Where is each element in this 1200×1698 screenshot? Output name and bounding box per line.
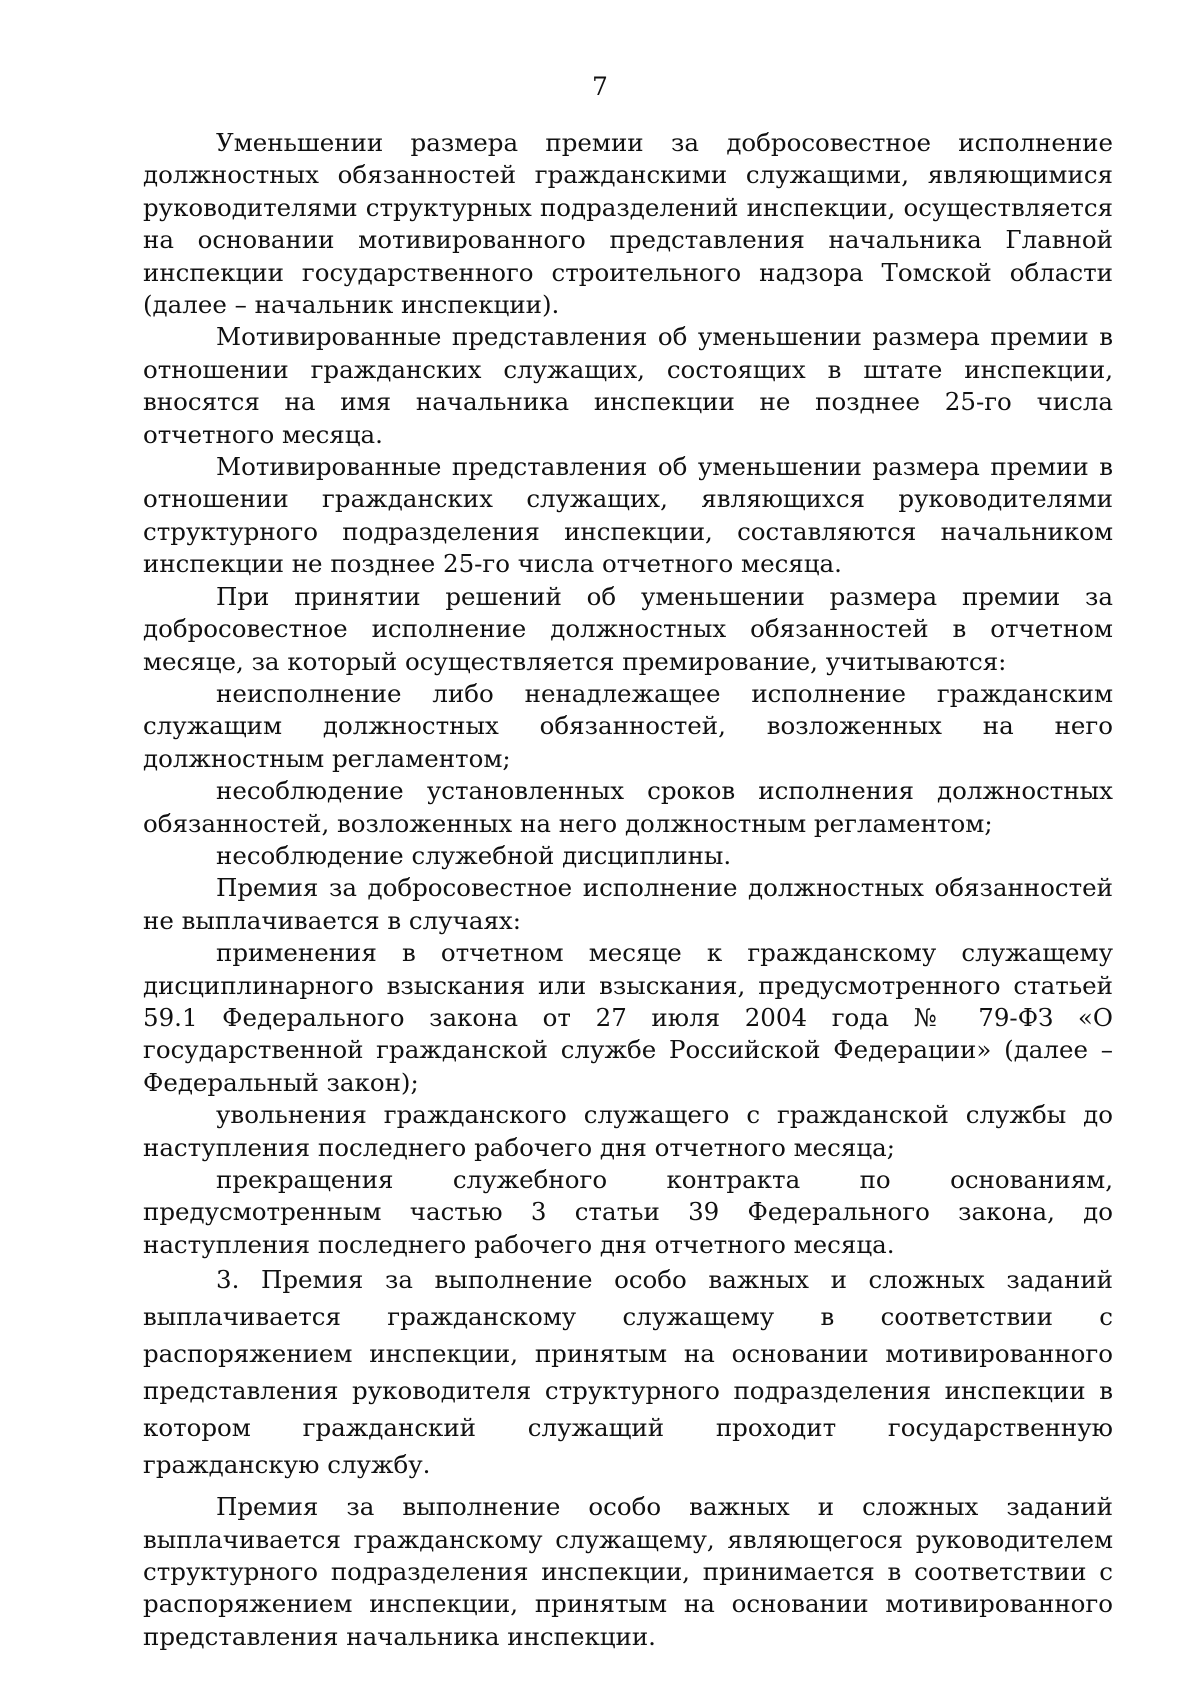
paragraph: Премия за выполнение особо важных и сложных заданий выплачивается гражданскому служащему, являющегося руководителем структурного подразделения инспекции, принимается в соответствии с распоряжением инспекции, принятым на основании мотивированного представления начальника инспекции. — [143, 1492, 1113, 1651]
page-number: 7 — [592, 72, 608, 101]
paragraph: При принятии решений об уменьшении размера премии за добросовестное исполнение должностных обязанностей в отчетном месяце, за который осуществляется премирование, учитываются: — [143, 581, 1113, 676]
list-item: прекращения служебного контракта по основаниям, предусмотренным частью 3 статьи 39 Федерального закона, до наступления последнего рабочего дня отчетного месяца. — [143, 1165, 1113, 1259]
list-item: несоблюдение установленных сроков исполнения должностных обязанностей, возложенных на него должностным регламентом; — [143, 776, 1113, 838]
paragraph: Мотивированные представления об уменьшении размера премии в отношении гражданских служащих, являющихся руководителями структурного подразделения инспекции, составляются начальником инспекции не позднее 25-го числа отчетного месяца. — [143, 452, 1113, 579]
list-item: несоблюдение служебной дисциплины. — [216, 840, 732, 870]
paragraph: Мотивированные представления об уменьшении размера премии в отношении гражданских служащих, состоящих в штате инспекции, вносятся на имя начальника инспекции не позднее 25-го числа отчетного месяца. — [143, 322, 1113, 449]
list-item: неисполнение либо ненадлежащее исполнение гражданским служащим должностных обязанностей, возложенных на него должностным регламентом; — [143, 678, 1113, 773]
document-body — [143, 127, 1113, 1653]
list-item: увольнения гражданского служащего с гражданской службы до наступления последнего рабочего дня отчетного месяца; — [143, 1100, 1113, 1162]
numbered-paragraph: 3. Премия за выполнение особо важных и сложных заданий выплачивается гражданскому служащему в соответствии с распоряжением инспекции, принятым на основании мотивированного представления руководителя структурного подразделения инспекции в котором гражданский служащий проходит государственную гражданскую службу. — [143, 1265, 1113, 1480]
list-item: применения в отчетном месяце к гражданскому служащему дисциплинарного взыскания или взыскания, предусмотренного статьей 59.1 Федерального закона от 27 июля 2004 года № 79-ФЗ «О государственной гражданской службе Российской Федерации» (далее – Федеральный закон); — [143, 938, 1113, 1097]
paragraph: Премия за добросовестное исполнение должностных обязанностей не выплачивается в случаях: — [143, 873, 1113, 935]
paragraph: Уменьшении размера премии за добросовестное исполнение должностных обязанностей гражданскими служащими, являющимися руководителями структурных подразделений инспекции, осуществляется на основании мотивированного представления начальника Главной инспекции государственного строительного надзора Томской области (далее – начальник инспекции). — [143, 128, 1113, 320]
